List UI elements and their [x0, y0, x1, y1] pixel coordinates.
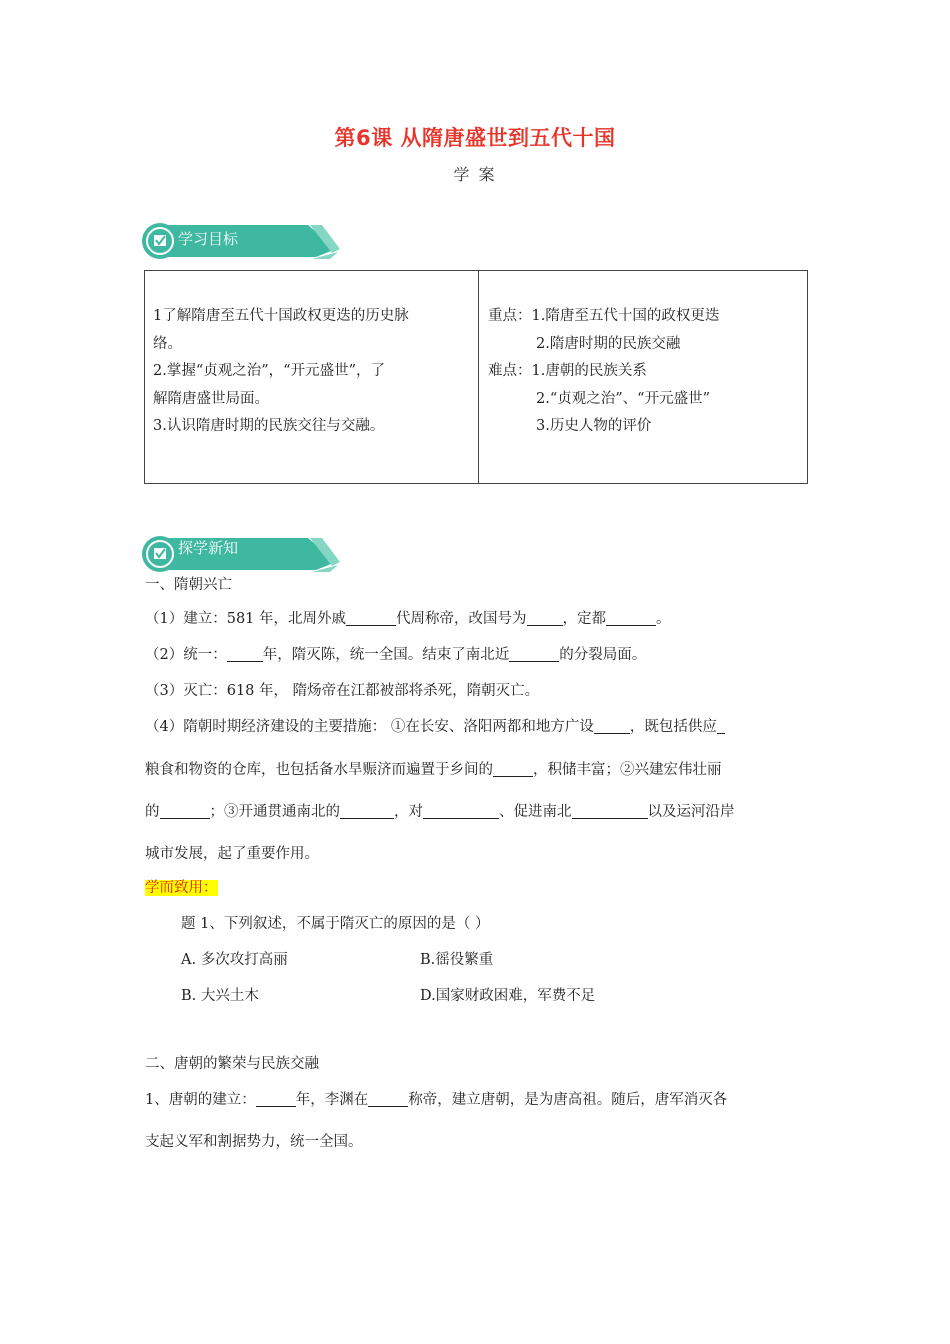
fill-blank[interactable]: [493, 762, 533, 778]
section1-item4-line4: 城市发展，起了重要作用。: [145, 846, 319, 862]
section2-heading: 二、唐朝的繁荣与民族交融: [145, 1056, 319, 1072]
section1-item3: （3）灭亡：618 年， 隋炀帝在江都被部将杀死，隋朝灭亡。: [145, 683, 540, 699]
fill-blank[interactable]: [717, 719, 725, 735]
difficulty-line: 2.“贞观之治”、“开元盛世”: [536, 390, 710, 407]
page-subtitle: 学 案: [453, 165, 497, 184]
fill-blank[interactable]: [527, 611, 563, 627]
goals-right-cell: [488, 303, 803, 441]
option-b[interactable]: B.徭役繁重: [420, 952, 494, 968]
goals-banner: [140, 219, 340, 263]
banner-shape-icon: [140, 219, 340, 263]
goal-line: 2.掌握“贞观之治”，“开元盛世”，了: [153, 363, 385, 379]
practice-section: [145, 876, 810, 897]
fill-blank[interactable]: [340, 804, 394, 820]
fill-blank[interactable]: [256, 1092, 296, 1108]
fill-blank[interactable]: [572, 804, 648, 820]
focus-line: 2.隋唐时期的民族交融: [536, 335, 681, 352]
fill-blank[interactable]: [423, 804, 499, 820]
option-a[interactable]: A. 多次攻打高丽: [181, 952, 288, 968]
goal-line: 3.认识隋唐时期的民族交往与交融。: [153, 418, 385, 434]
fill-blank[interactable]: [346, 611, 396, 627]
section2-item1-line2: 支起义军和割据势力，统一全国。: [145, 1134, 363, 1150]
option-c[interactable]: B. 大兴土木: [181, 988, 259, 1004]
difficulty-line: 3.历史人物的评价: [536, 418, 652, 434]
page-title: 第6课 从隋唐盛世到五代十国: [334, 126, 616, 150]
practice-label: 学而致用：: [145, 880, 218, 896]
fill-blank[interactable]: [606, 611, 656, 627]
difficulty-line: 难点：1.唐朝的民族关系: [488, 363, 647, 379]
fill-blank[interactable]: [594, 719, 630, 735]
section1-heading: 一、隋朝兴亡: [145, 577, 232, 593]
section1-item1: （1）建立：581 年，北周外戚 代周称帝，改国号为 ，定都 。: [145, 611, 671, 627]
goal-line: 1了解隋唐至五代十国政权更迭的历史脉: [153, 308, 409, 324]
explore-banner: [140, 532, 340, 576]
section1-item2: （2）统一： 年，隋灭陈，统一全国。结束了南北近 的分裂局面。: [145, 647, 647, 663]
focus-line: 重点：1.隋唐至五代十国的政权更迭: [488, 308, 720, 324]
question-text: 题 1、下列叙述，不属于隋灭亡的原因的是（ ）: [181, 916, 490, 932]
section1-item4-line2: 粮食和物资的仓库，也包括备水旱赈济而遍置于乡间的 ，积储丰富；②兴建宏伟壮丽: [145, 762, 722, 778]
table-divider: [478, 271, 479, 483]
fill-blank[interactable]: [227, 647, 263, 663]
goal-line: 解隋唐盛世局面。: [153, 390, 269, 407]
fill-blank[interactable]: [368, 1092, 408, 1108]
fill-blank[interactable]: [160, 804, 210, 820]
goals-banner-label: 学习目标: [178, 230, 239, 248]
goals-table: [144, 270, 808, 484]
fill-blank[interactable]: [509, 647, 559, 663]
banner-shape-icon: [140, 532, 340, 576]
option-d[interactable]: D.国家财政困难，军费不足: [420, 988, 596, 1004]
section2-item1-line1: 1、唐朝的建立： 年，李渊在 称帝，建立唐朝，是为唐高祖。随后，唐军消灭各: [145, 1092, 728, 1108]
section1-item4-line3: 的 ；③开通贯通南北的 ，对 、促进南北 以及运河沿岸: [145, 804, 735, 820]
section1-item4-line1: （4）隋朝时期经济建设的主要措施： ①在长安、洛阳两都和地方广设 ，既包括供应: [145, 715, 810, 736]
goal-line: 络。: [153, 335, 182, 352]
explore-banner-label: 探学新知: [178, 539, 239, 557]
goals-left-cell: [153, 303, 465, 441]
